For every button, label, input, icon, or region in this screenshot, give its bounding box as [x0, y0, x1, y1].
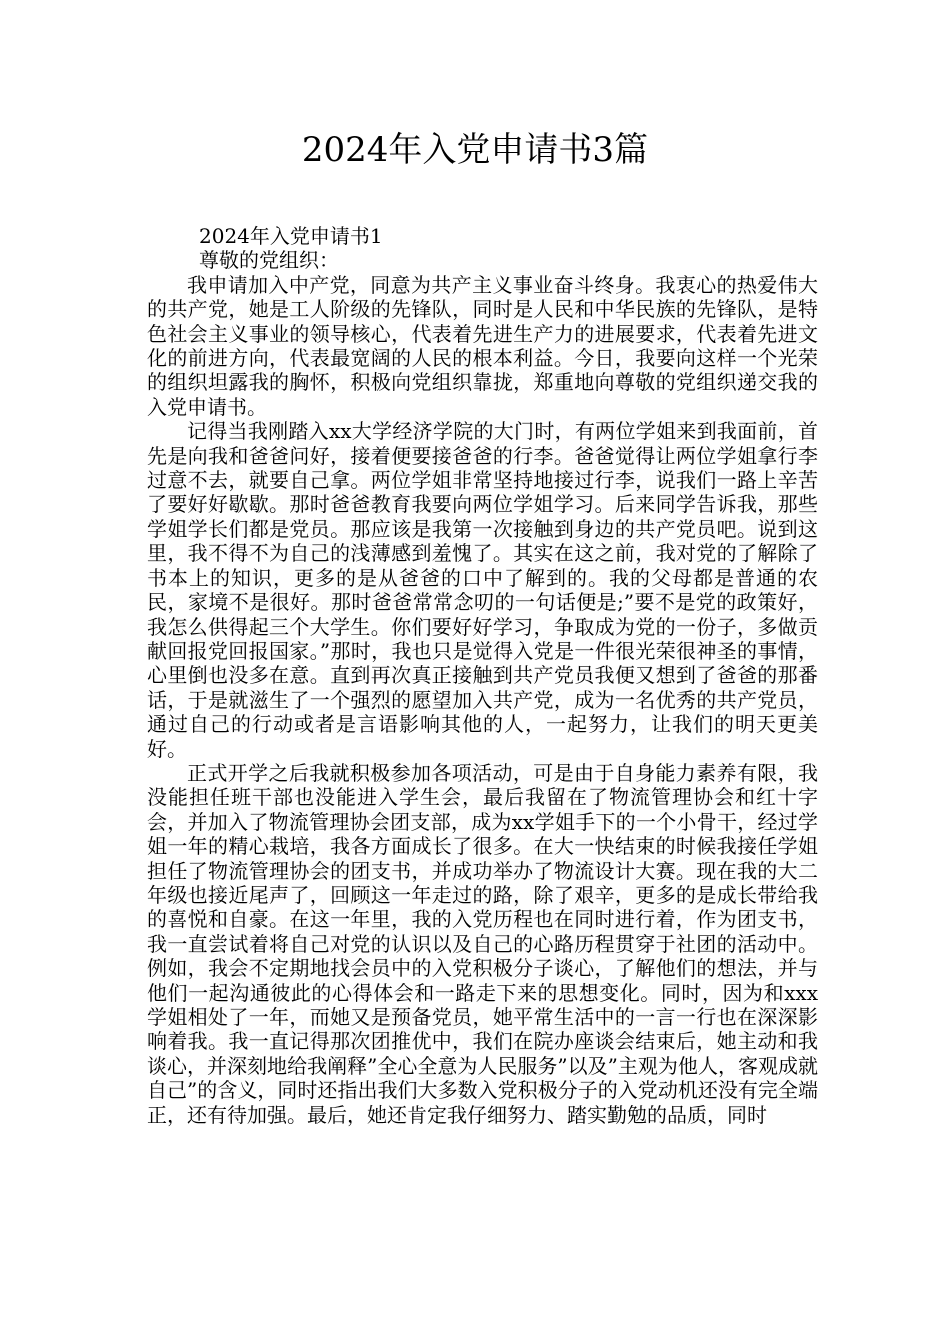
document-title: 2024年入党申请书3篇: [301, 130, 649, 170]
section-heading: 2024年入党申请书1: [199, 224, 383, 248]
paragraph: 记得当我刚踏入xx大学经济学院的大门时，有两位学姐来到我面前，首先是向我和爸爸问好，接着便要接爸爸的行李。爸爸觉得让两位学姐拿行李过意不去，就要自己拿。两位学姐非常坚持地接过行李，说我们一路上辛苦了要好好歇歇。那时爸爸教育我要向两位学姐学习。后来同学告诉我，那些学姐学长们都是党员。那应该是我第一次接触到身边的共产党员吧。说到这里，我不得不为自己的浅薄感到羞愧了。其实在这之前，我对党的了解除了书本上的知识，更多的是从爸爸的口中了解到的。我的父母都是普通的农民，家境不是很好。那时爸爸常常念叨的一句话便是;”要不是党的政策好，我怎么供得起三个大学生。你们要好好学习，争取成为党的一份子，多做贡献回报党回报国家。”那时，我也只是觉得入党是一件很光荣很神圣的事情，心里倒也没多在意。直到再次真正接触到共产党员我便又想到了爸爸的那番话，于是就滋生了一个强烈的愿望加入共产党，成为一名优秀的共产党员，通过自己的行动或者是言语影响其他的人，一起努力，让我们的明天更美好。: [147, 419, 818, 761]
document-body: [147, 224, 818, 1127]
paragraph: 正式开学之后我就积极参加各项活动，可是由于自身能力素养有限，我没能担任班干部也没能进入学生会，最后我留在了物流管理协会和红十字会，并加入了物流管理协会团支部，成为xx学姐手下的一个小骨干，经过学姐一年的精心栽培，我各方面成长了很多。在大一快结束的时候我接任学姐担任了物流管理协会的团支书，并成功举办了物流设计大赛。现在我的大二年级也接近尾声了，回顾这一年走过的路，除了艰辛，更多的是成长带给我的喜悦和自豪。在这一年里，我的入党历程也在同时进行着，作为团支书，我一直尝试着将自己对党的认识以及自己的心路历程贯穿于社团的活动中。例如，我会不定期地找会员中的入党积极分子谈心，了解他们的想法，并与他们一起沟通彼此的心得体会和一路走下来的思想变化。同时，因为和xxx学姐相处了一年，而她又是预备党员，她平常生活中的一言一行也在深深影响着我。我一直记得那次团推优中，我们在院办座谈会结束后，她主动和我谈心，并深刻地给我阐释”全心全意为人民服务”以及”主观为他人，客观成就自己”的含义，同时还指出我们大多数入党积极分子的入党动机还没有完全端正，还有待加强。最后，她还肯定我仔细努力、踏实勤勉的品质，同时: [147, 760, 818, 1127]
paragraph: 我申请加入中产党，同意为共产主义事业奋斗终身。我衷心的热爱伟大的共产党，她是工人阶级的先锋队，同时是人民和中华民族的先锋队，是特色社会主义事业的领导核心，代表着先进生产力的进展要求，代表着先进文化的前进方向，代表最宽阔的人民的根本利益。今日，我要向这样一个光荣的组织坦露我的胸怀，积极向党组织靠拢，郑重地向尊敬的党组织递交我的入党申请书。: [147, 272, 818, 419]
salutation: 尊敬的党组织：: [199, 248, 339, 273]
